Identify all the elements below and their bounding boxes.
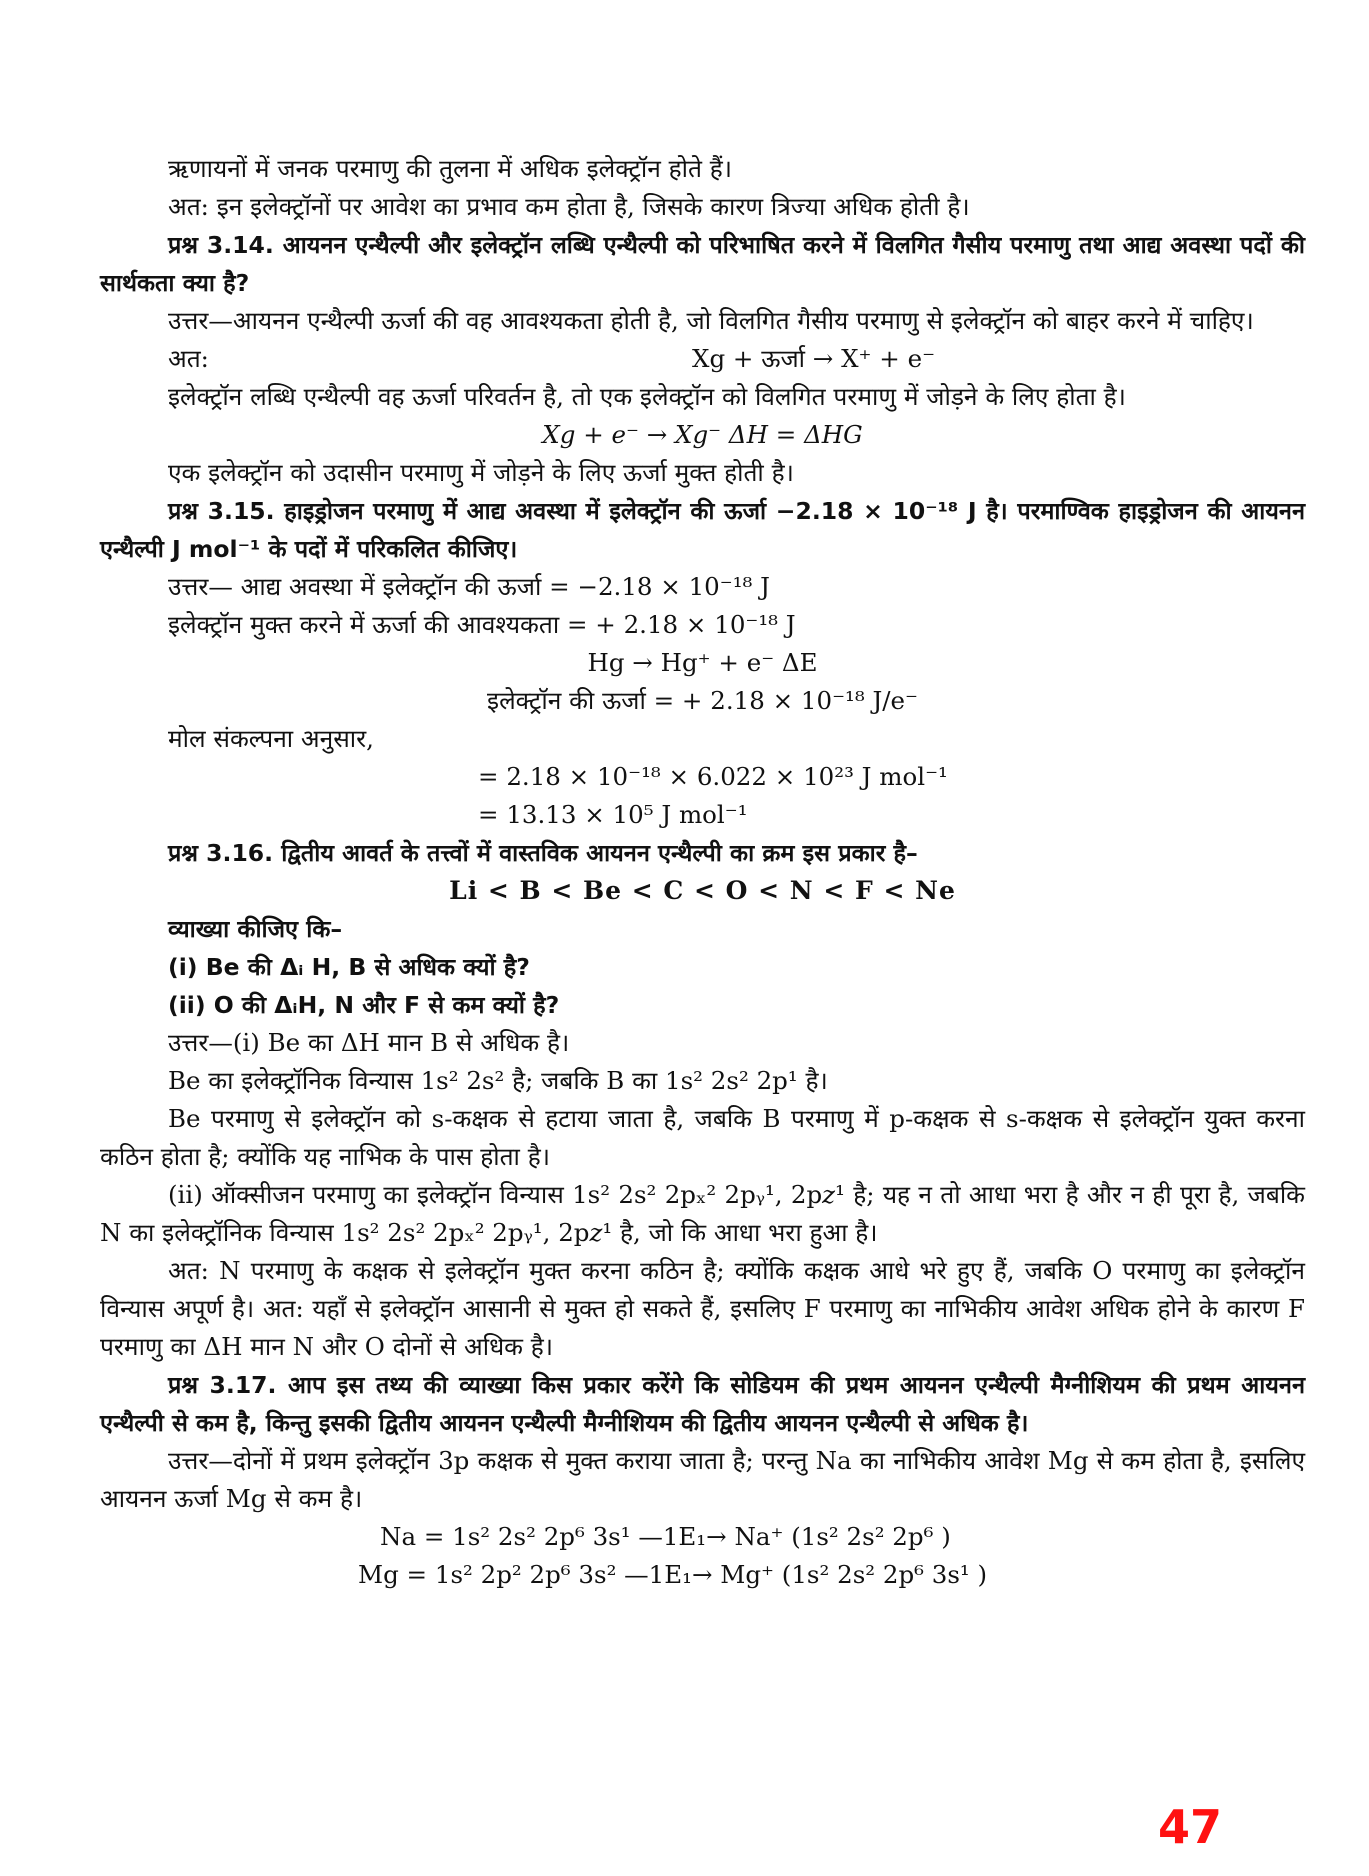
equation-row <box>100 340 1305 378</box>
text-line: (ii) ऑक्सीजन परमाणु का इलेक्ट्रॉन विन्यास 1s² 2s² 2pₓ² 2pᵧ¹, 2p𝑧¹ है; यह न तो आधा भरा है और न ही पूरा है, जबकि N का इलेक्ट्रॉनिक विन्यास 1s² 2s² 2pₓ² 2pᵧ¹, 2p𝑧¹ है, जो कि आधा भरा हुआ है। <box>100 1180 1305 1247</box>
equation: Mg = 1s² 2p² 2p⁶ 3s² —1E₁→ Mg⁺ (1s² 2s² 2p⁶ 3s¹ ) <box>358 1560 988 1589</box>
equation: Xg + e⁻ → Xg⁻ ΔH = ΔHG <box>542 420 863 449</box>
text-line: ऋणायनों में जनक परमाणु की तुलना में अधिक इलेक्ट्रॉन होते हैं। <box>168 154 733 183</box>
question-3-17: प्रश्न 3.17. आप इस तथ्य की व्याख्या किस प्रकार करेंगे कि सोडियम की प्रथम आयनन एन्थैल्पी मैग्नीशियम की प्रथम आयनन एन्थैल्पी से कम है, किन्तु इसकी द्वितीय आयनन एन्थैल्पी मैग्नीशियम की द्वितीय आयनन एन्थैल्पी से अधिक है। <box>100 1371 1305 1437</box>
page-number: 47 <box>1158 1800 1223 1854</box>
text-line: अत: इन इलेक्ट्रॉनों पर आवेश का प्रभाव कम होता है, जिसके कारण त्रिज्या अधिक होती है। <box>168 192 970 221</box>
text-line: Be का इलेक्ट्रॉनिक विन्यास 1s² 2s² है; जबकि B का 1s² 2s² 2p¹ है। <box>168 1066 828 1095</box>
equation: Xg + ऊर्जा → X⁺ + e⁻ <box>692 344 935 373</box>
equation: इलेक्ट्रॉन की ऊर्जा = + 2.18 × 10⁻¹⁸ J/e⁻ <box>487 686 918 715</box>
text-line: अत: N परमाणु के कक्षक से इलेक्ट्रॉन मुक्त करना कठिन है; क्योंकि कक्षक आधे भरे हुए हैं, जबकि O परमाणु का इलेक्ट्रॉन विन्यास अपूर्ण है। अत: यहाँ से इलेक्ट्रॉन आसानी से मुक्त हो सकते हैं, इसलिए F परमाणु का नाभिकीय आवेश अधिक होने के कारण F परमाणु का ΔH मान N और O दोनों से अधिक है। <box>100 1256 1305 1361</box>
equation: Hg → Hg⁺ + e⁻ ΔE <box>587 648 818 677</box>
equation: = 2.18 × 10⁻¹⁸ × 6.022 × 10²³ J mol⁻¹ <box>478 762 948 791</box>
question-3-16: प्रश्न 3.16. द्वितीय आवर्त के तत्त्वों में वास्तविक आयनन एन्थैल्पी का क्रम इस प्रकार है– <box>168 839 918 867</box>
question-sub: (i) Be की Δᵢ H, B से अधिक क्यों है? <box>168 953 530 981</box>
answer-3-14: उत्तर—आयनन एन्थैल्पी ऊर्जा की वह आवश्यकता होती है, जो विलगित गैसीय परमाणु से इलेक्ट्रॉन को बाहर करने में चाहिए। <box>168 306 1254 335</box>
answer-3-15: उत्तर— आद्य अवस्था में इलेक्ट्रॉन की ऊर्जा = −2.18 × 10⁻¹⁸ J <box>168 572 770 601</box>
question-3-14: प्रश्न 3.14. आयनन एन्थैल्पी और इलेक्ट्रॉन लब्धि एन्थैल्पी को परिभाषित करने में विलगित गैसीय परमाणु तथा आद्य अवस्था पदों की सार्थकता क्या है? <box>100 231 1305 297</box>
question-3-15: प्रश्न 3.15. हाइड्रोजन परमाणु में आद्य अवस्था में इलेक्ट्रॉन की ऊर्जा −2.18 × 10⁻¹⁸ J है। परमाण्विक हाइड्रोजन की आयनन एन्थैल्पी J mol⁻¹ के पदों में परिकलित कीजिए। <box>100 497 1305 563</box>
question-sub: (ii) O की ΔᵢH, N और F से कम क्यों है? <box>168 991 560 1019</box>
text-line: एक इलेक्ट्रॉन को उदासीन परमाणु में जोड़ने के लिए ऊर्जा मुक्त होती है। <box>168 458 794 487</box>
text-line: इलेक्ट्रॉन मुक्त करने में ऊर्जा की आवश्यकता = + 2.18 × 10⁻¹⁸ J <box>168 610 796 639</box>
page-content <box>100 150 1305 1594</box>
equation: = 13.13 × 10⁵ J mol⁻¹ <box>478 800 748 829</box>
text-line: मोल संकल्पना अनुसार, <box>168 724 374 753</box>
question-sub: व्याख्या कीजिए कि– <box>168 915 343 943</box>
answer-3-16: उत्तर—(i) Be का ΔH मान B से अधिक है। <box>168 1028 570 1057</box>
text-line: Be परमाणु से इलेक्ट्रॉन को s-कक्षक से हटाया जाता है, जबकि B परमाणु में p-कक्षक से s-कक्षक से इलेक्ट्रॉन युक्त करना कठिन होता है; क्योंकि यह नाभिक के पास होता है। <box>100 1104 1305 1171</box>
ionization-order-series: Li < B < Be < C < O < N < F < Ne <box>449 876 956 905</box>
equation: Na = 1s² 2s² 2p⁶ 3s¹ —1E₁→ Na⁺ (1s² 2s² 2p⁶ ) <box>380 1522 951 1551</box>
text-line: इलेक्ट्रॉन लब्धि एन्थैल्पी वह ऊर्जा परिवर्तन है, तो एक इलेक्ट्रॉन को विलगित परमाणु में जोड़ने के लिए होता है। <box>168 382 1126 411</box>
text-label: अत: <box>168 344 209 373</box>
answer-3-17: उत्तर—दोनों में प्रथम इलेक्ट्रॉन 3p कक्षक से मुक्त कराया जाता है; परन्तु Na का नाभिकीय आवेश Mg से कम होता है, इसलिए आयनन ऊर्जा Mg से कम है। <box>100 1446 1305 1513</box>
